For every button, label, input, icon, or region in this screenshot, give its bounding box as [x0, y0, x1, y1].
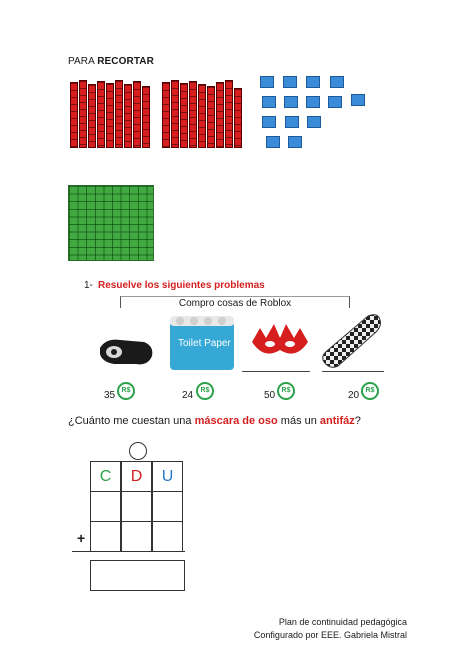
cell-input[interactable] [152, 491, 183, 522]
problem-number: 1- [84, 280, 93, 291]
price-underline [322, 371, 384, 372]
tens-rods-group-1 [70, 78, 152, 148]
robux-icon [277, 382, 295, 400]
unit-cubes-group [258, 74, 368, 154]
toilet-paper-label: Toilet Paper [178, 338, 231, 349]
unit-cube [283, 76, 297, 88]
tens-rod [225, 80, 233, 148]
price-board: 20 [348, 390, 360, 401]
plus-sign: + [77, 530, 86, 546]
tens-rod [180, 83, 188, 148]
tens-rod [189, 81, 197, 148]
unit-cube [262, 96, 276, 108]
cell-input[interactable] [90, 521, 121, 552]
tens-rod [162, 82, 170, 148]
page-title [68, 56, 154, 67]
tens-rods-group-2 [162, 78, 246, 148]
robux-icon [361, 382, 379, 400]
robux-symbol: R$ [365, 387, 375, 394]
question-part: ? [354, 415, 361, 427]
unit-cube [266, 136, 280, 148]
unit-cube [330, 76, 344, 88]
unit-cube [260, 76, 274, 88]
tens-rod [106, 83, 114, 148]
unit-cube [288, 136, 302, 148]
header-u [152, 461, 183, 492]
sum-line [72, 551, 185, 552]
cell-input[interactable] [121, 521, 152, 552]
tens-rod [115, 80, 123, 148]
price-underline [242, 371, 310, 372]
header-d [121, 461, 152, 492]
problem-instruction: Resuelve los siguientes problemas [98, 280, 265, 291]
tens-rod [97, 81, 105, 148]
footer-line-2: Configurado por EEE. Gabriela Mistral [253, 630, 407, 640]
tens-rod [133, 81, 141, 148]
robux-icon [117, 382, 135, 400]
unit-cube [307, 116, 321, 128]
unit-cube [351, 94, 365, 106]
question-highlight: antifáz [319, 415, 355, 427]
carry-circle[interactable] [129, 442, 147, 460]
robux-symbol: R$ [200, 387, 210, 394]
antifaz-image [246, 320, 316, 368]
price-antifaz: 50 [264, 390, 276, 401]
header-c-label: C [99, 468, 112, 485]
question-highlight: máscara de oso [194, 415, 278, 427]
footer-line-1: Plan de continuidad pedagógica [278, 617, 407, 627]
header-c [90, 461, 121, 492]
title-prefix: PARA [68, 56, 98, 67]
tens-rod [124, 84, 132, 148]
price-mascara: 35 [104, 390, 116, 401]
unit-cube [262, 116, 276, 128]
question-part: ¿Cuánto me cuestan una [68, 415, 195, 427]
cell-input[interactable] [121, 491, 152, 522]
shop-header: Compro cosas de Roblox [178, 298, 292, 309]
title-bold: RECORTAR [97, 56, 154, 67]
tens-rod [171, 80, 179, 148]
unit-cube [306, 76, 320, 88]
tens-rod [198, 84, 206, 148]
hundred-flat [68, 185, 154, 261]
tens-rod [207, 86, 215, 148]
cell-input[interactable] [152, 521, 183, 552]
unit-cube [284, 96, 298, 108]
question-text [68, 415, 361, 427]
tens-rod [88, 84, 96, 148]
robux-symbol: R$ [281, 387, 291, 394]
header-u-label: U [161, 468, 174, 485]
tens-rod [234, 88, 242, 148]
toilet-paper-image [166, 314, 238, 374]
price-toilet-paper: 24 [182, 390, 194, 401]
checkered-board-image [318, 312, 384, 372]
cell-input[interactable] [90, 491, 121, 522]
unit-cube [306, 96, 320, 108]
bear-mask-image [96, 330, 156, 370]
unit-cube [285, 116, 299, 128]
robux-symbol: R$ [121, 387, 131, 394]
unit-cube [328, 96, 342, 108]
tens-rod [79, 80, 87, 148]
tens-rod [70, 82, 78, 148]
robux-icon [196, 382, 214, 400]
tens-rod [142, 86, 150, 148]
result-box[interactable] [90, 560, 185, 591]
question-part: más un [277, 415, 320, 427]
tens-rod [216, 82, 224, 148]
header-d-label: D [130, 468, 143, 485]
